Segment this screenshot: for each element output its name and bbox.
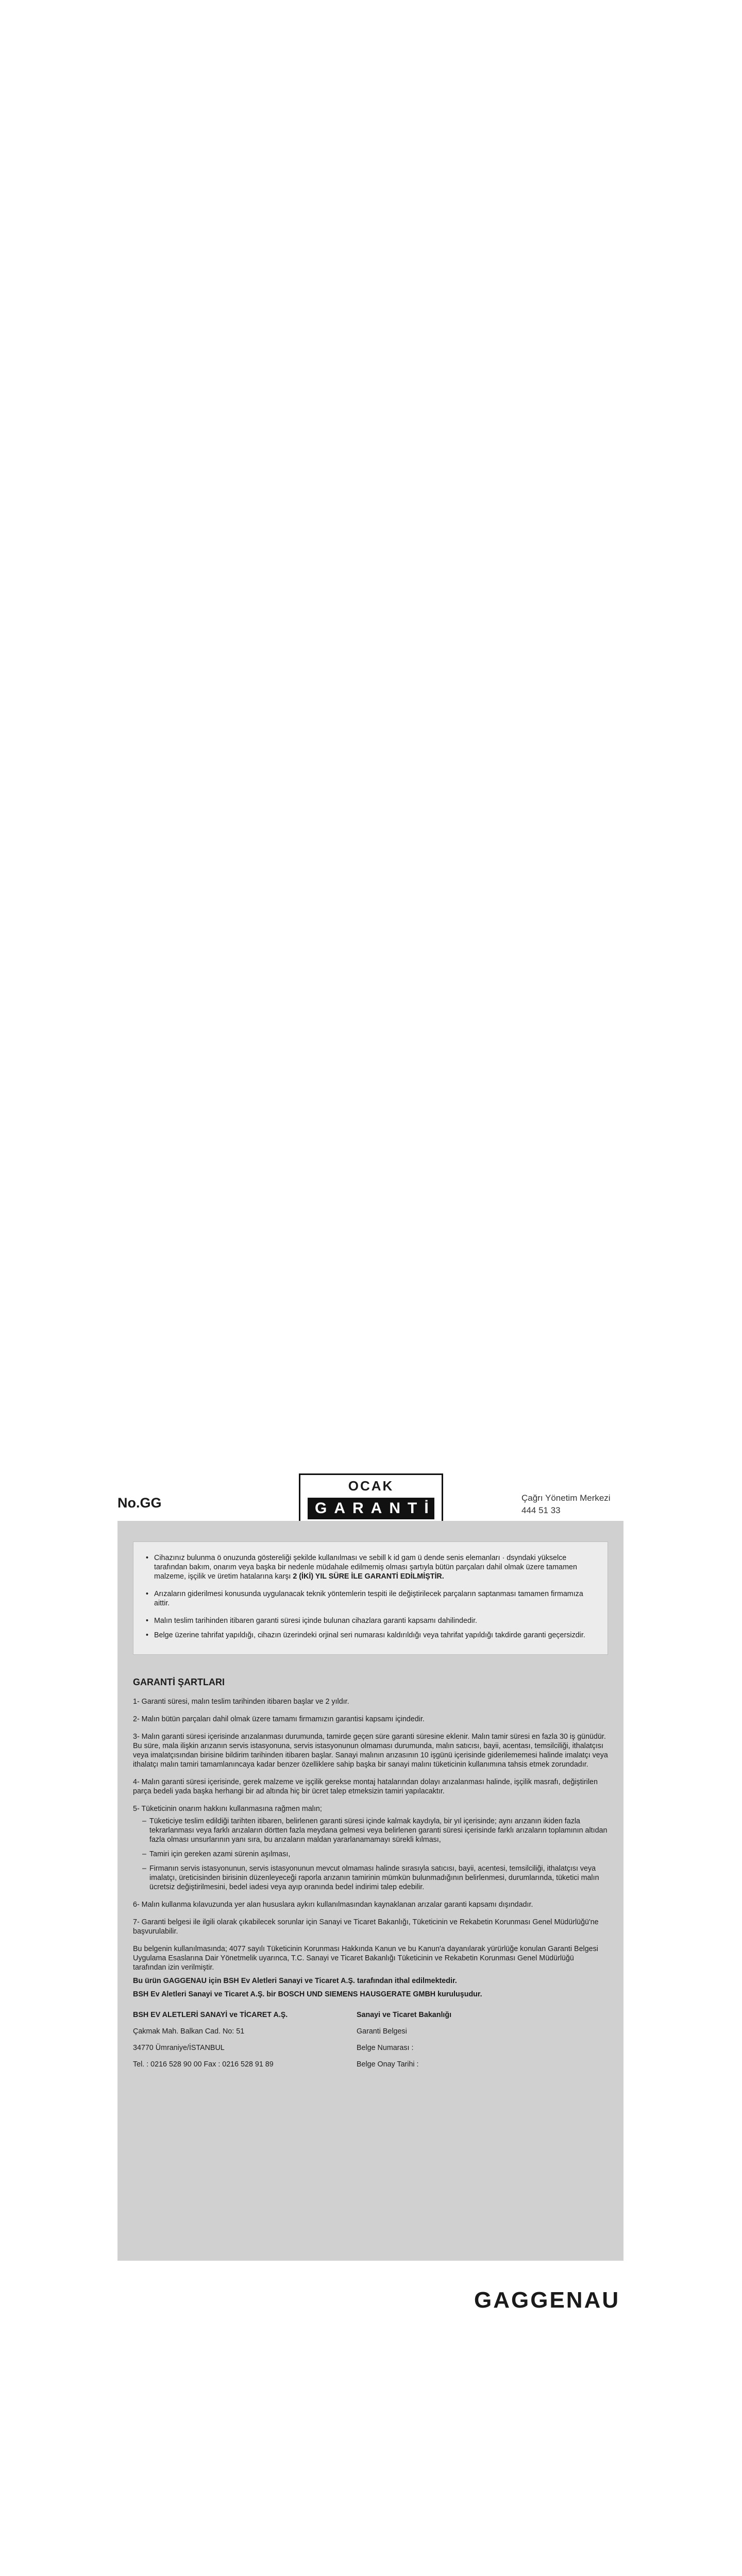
notice-item [145,1589,596,1608]
ownership-line: BSH Ev Aletleri Sanayi ve Ticaret A.Ş. bir BOSCH UND SIEMENS HAUSGERATE GMBH kuruluşudur. [133,1990,482,1998]
condition-item-text: 5- Tüketicinin onarım hakkını kullanmasına rağmen malın; [133,1805,322,1813]
conditions-title: GARANTİ ŞARTLARI [133,1677,225,1687]
import-line-pre: Bu ürün [133,1977,163,1985]
service-center-phone: 444 51 33 [521,1505,561,1515]
notice-emphasis: 2 (İKİ) YIL SÜRE İLE GARANTİ EDİLMİŞTİR. [293,1572,444,1581]
service-center-label: Çağrı Yönetim Merkezi [521,1493,611,1503]
ministry-title: Sanayi ve Ticaret Bakanlığı [357,2011,452,2019]
condition-item: 2- Malın bütün parçaları dahil olmak üzere tamamı firmamızın garantisi kapsamı içindedir. [133,1715,425,1723]
notice-item [145,1553,596,1581]
condition-subitem: – Tamiri için gereken azami sürenin aşılması, [142,1850,608,1859]
conditions-list [133,1697,608,1936]
ministry-field-1: Garanti Belgesi [357,2027,407,2036]
condition-subitem: – Tüketiciye teslim edildiği tarihten itibaren, belirlenen garanti süresi içinde kalmak kaydıyla, bir yıl içerisinde; aynı arızanın ikiden fazla tekrarlanması veya farklı arızaların dörtten fazla meydana gelmesi veya belirlenen garanti süresi içerisinde farklı arızaların toplamının altıdan fazla olması unsurlarının yanı sıra, bu arızaların maldan yararlanamamayı sürekli kılması, [142,1817,608,1844]
brand-logo: GAGGENAU [474,2287,620,2313]
ministry-field-3: Belge Onay Tarihi : [357,2060,419,2069]
logo-line-2: GARANTİ [308,1498,434,1519]
notice-item [145,1631,596,1640]
notice-text: Malın teslim tarihinden itibaren garanti süresi içinde bulunan cihazlara garanti kapsamı dahilindedir. [154,1617,478,1625]
condition-item: 6- Malın kullanma kılavuzunda yer alan hususlara aykırı kullanılmasından kaynaklanan arızalar garanti kapsamı dışındadır. [133,1901,533,1909]
notice-item [145,1616,596,1625]
logo-line-1: OCAK [348,1478,394,1494]
model-number: No.GG [117,1495,162,1511]
company-info [133,2010,349,2076]
company-phones: Tel. : 0216 528 90 00 Fax : 0216 528 91 89 [133,2060,274,2069]
condition-subitem: – Firmanın servis istasyonunun, servis istasyonunun mevcut olmaması halinde sırasıyla satıcısı, bayii, acentesi, temsilciliği, ithalatçısı veya imalatçı, üreticisinden birisinin düzenleyeceği raporla arızanın tamirinin mümkün bulunmadığının belirlenmesi, durumlarında, tüketici malın ücretsiz değiştirilmesini, bedel iadesi veya ayıp oranında bedel indirimi talep edebilir. [142,1864,608,1892]
import-line [133,1976,608,1986]
condition-item: 3- Malın garanti süresi içerisinde arızalanması durumunda, tamirde geçen süre garanti süresine eklenir. Malın tamir süresi en fazla 30 iş günüdür. Bu süre, mala ilişkin arızanın servis istasyonuna, servis istasyonunun olmaması durumunda, malın satıcısı, bayii, acentası, temsilciliği, ithalatçısı veya imalatçısından birisine bildirim tarihinden itibaren başlar. Sanayi malının arızasının 10 işgünü içerisinde giderilememesi halinde imalatçı veya ithalatçı malın tamiri tamamlanıncaya kadar benzer özelliklere sahip başka bir sanayi malını tüketicinin kullanımına tahsis etmek zorundadır. [133,1733,608,1769]
company-name: BSH EV ALETLERİ SANAYİ ve TİCARET A.Ş. [133,2011,288,2019]
condition-item: 1- Garanti süresi, malın teslim tarihinden itibaren başlar ve 2 yıldır. [133,1698,349,1706]
notice-box [133,1541,608,1655]
warranty-panel [117,1521,623,2261]
import-line-post: için BSH Ev Aletleri Sanayi ve Ticaret A.Ş. tarafından ithal edilmektedir. [206,1977,457,1985]
notice-text: Cihazınız bulunma ö onuzunda göstereliği şekilde kullanılması ve sebill k id gam ü dende senis elemanları · dsyndaki yükselce tarafından bakım, onarım veya başka bir nedenle müdahale edilmemiş olması şartıyla bütün parçaları dahil olmak üzere tamamen malzeme, işçilik ve üretim hatalarına karşı [154,1554,577,1581]
notice-text: Arızaların giderilmesi konusunda uygulanacak teknik yöntemlerin tespiti ile değiştirilecek parçaların saptanması tamamen firmamıza aittir. [154,1590,583,1607]
company-address-2: 34770 Ümraniye/İSTANBUL [133,2044,225,2052]
ministry-field-2: Belge Numarası : [357,2044,414,2052]
condition-item: 4- Malın garanti süresi içerisinde, gerek malzeme ve işçilik gerekse montaj hatalarından dolayı arızalanması halinde, işçilik masrafı, değiştirilen parça bedeli yada başka herhangi bir ad altında hiç bir ücret talep etmeksizin tamiri yapılacaktır. [133,1778,598,1795]
footer-columns [133,2010,608,2076]
import-line-brand: GAGGENAU [163,1977,207,1985]
ministry-info [357,2010,573,2076]
condition-subitems [142,1817,608,1892]
condition-item: 7- Garanti belgesi ile ilgili olarak çıkabilecek sorunlar için Sanayi ve Ticaret Bakanlığı, Tüketicinin ve Rekabetin Korunması Genel Müdürlüğü'ne başvurulabilir. [133,1918,599,1936]
service-center [521,1492,611,1517]
notice-text: Belge üzerine tahrifat yapıldığı, cihazın üzerindeki orjinal seri numarası kaldırıldığı veya tahrifat yapıldığı takdirde garanti geçersizdir. [154,1631,585,1639]
law-text: Bu belgenin kullanılmasında; 4077 sayılı Tüketicinin Korunması Hakkında Kanun ve bu Kanun'a dayanılarak yürürlüğe konulan Garanti Belgesi Uygulama Esaslarına Dair Yönetmelik uyarınca, T.C. Sanayi ve Ticaret Bakanlığı Tüketicinin ve Rekabetin Korunması Genel Müdürlüğü tarafından izin verilmiştir. [133,1945,598,1972]
company-address-1: Çakmak Mah. Balkan Cad. No: 51 [133,2027,245,2036]
condition-item [133,1804,608,1892]
